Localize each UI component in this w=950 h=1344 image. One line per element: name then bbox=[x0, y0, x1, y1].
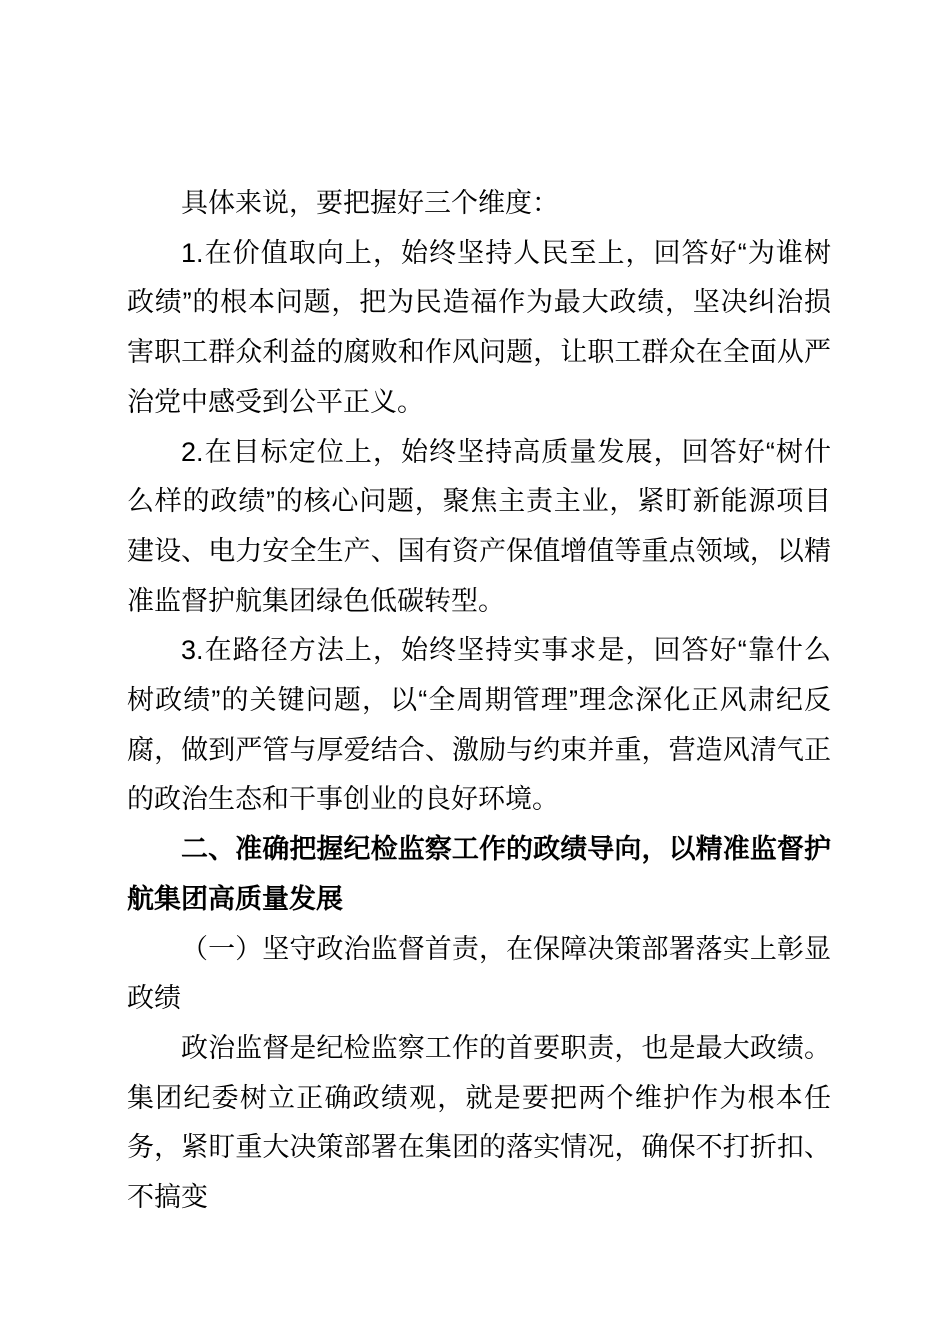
section-heading-2: 二、准确把握纪检监察工作的政绩导向，以精准监督护航集团高质量发展 bbox=[127, 834, 831, 914]
paragraph-intro: 具体来说，要把握好三个维度： bbox=[181, 188, 559, 218]
paragraph-point-2: 2.在目标定位上，始终坚持高质量发展，回答好“树什么样的政绩”的核心问题，聚焦主责主业，紧盯新能源项目建设、电力安全生产、国有资产保值增值等重点领域，以精准监督护航集团绿色低碳转型。 bbox=[127, 436, 831, 616]
paragraph-point-3: 3.在路径方法上，始终坚持实事求是，回答好“靠什么树政绩”的关键问题，以“全周期管理”理念深化正风肃纪反腐，做到严管与厚爱结合、激励与约束并重，营造风清气正的政治生态和干事创业的良好环境。 bbox=[127, 635, 831, 815]
subsection-heading-1: （一）坚守政治监督首责，在保障决策部署落实上彰显政绩 bbox=[127, 933, 831, 1014]
paragraph-political-supervision: 政治监督是纪检监察工作的首要职责，也是最大政绩。集团纪委树立正确政绩观，就是要把两个维护作为根本任务，紧盯重大决策部署在集团的落实情况，确保不打折扣、不搞变 bbox=[127, 1032, 831, 1213]
paragraph-point-1: 1.在价值取向上，始终坚持人民至上，回答好“为谁树政绩”的根本问题，把为民造福作为最大政绩，坚决纠治损害职工群众利益的腐败和作风问题，让职工群众在全面从严治党中感受到公平正义。 bbox=[127, 237, 831, 417]
document-text-block bbox=[127, 179, 831, 1223]
